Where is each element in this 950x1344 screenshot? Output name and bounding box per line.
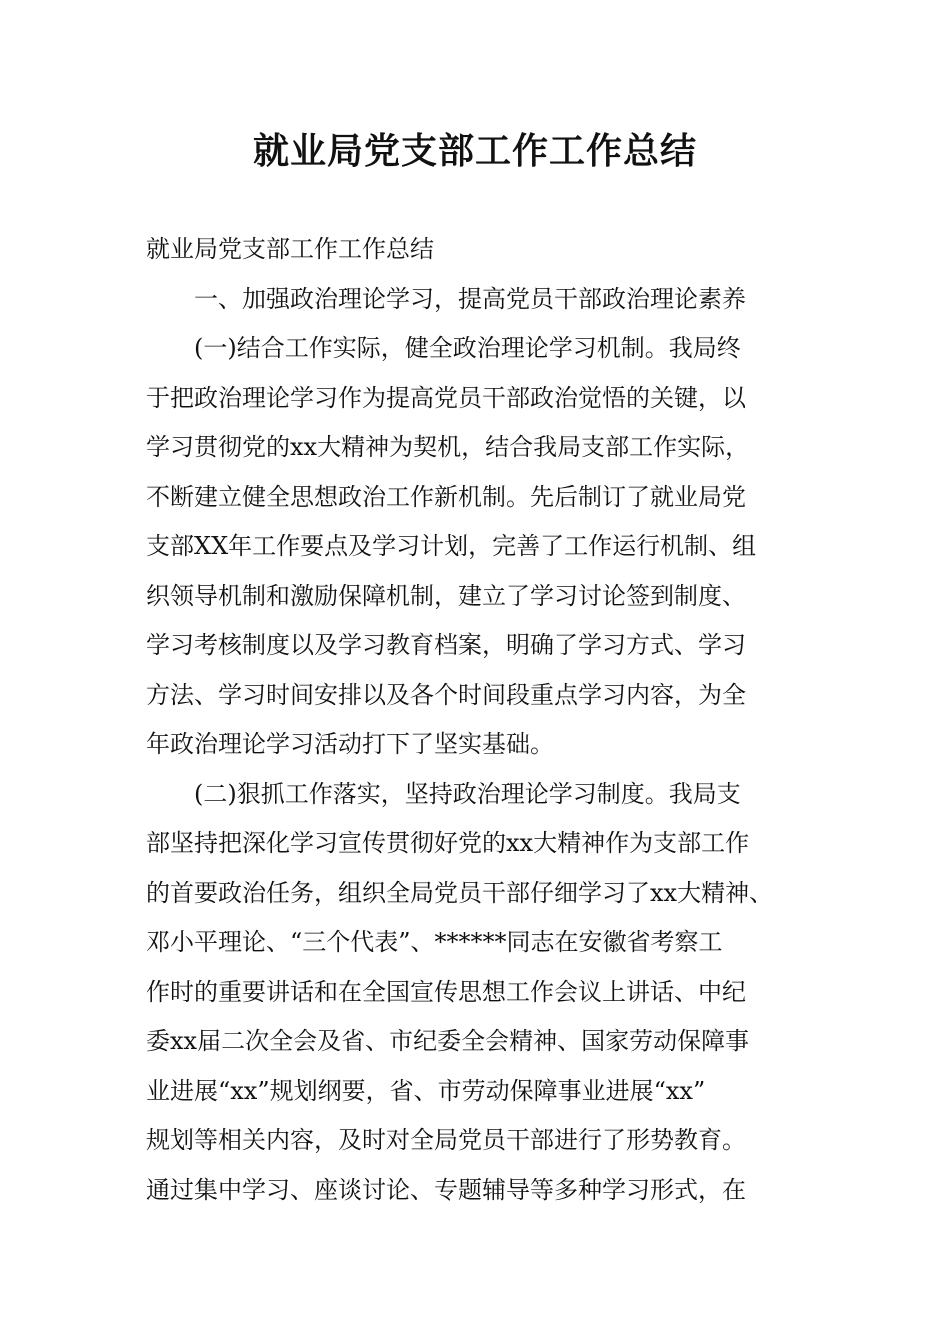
body-line: 的首要政治任务，组织全局党员干部仔细学习了xx大精神、	[146, 878, 774, 907]
body-line: 支部XX年工作要点及学习计划，完善了工作运行机制、组	[146, 532, 757, 560]
body-line: 年政治理论学习活动打下了坚实基础。	[146, 730, 554, 758]
body-line: 学习考核制度以及学习教育档案，明确了学习方式、学习	[146, 631, 746, 659]
body-line: 通过集中学习、座谈讨论、专题辅导等多种学习形式，在	[146, 1175, 746, 1204]
body-line-paragraph-1-start: (一)结合工作实际，健全政治理论学习机制。我局终	[194, 334, 741, 362]
document-body	[146, 225, 826, 1215]
body-line-paragraph-2-start: (二)狠抓工作落实，坚持政治理论学习制度。我局支	[194, 779, 741, 808]
document-title: 就业局党支部工作工作总结	[252, 131, 697, 172]
body-line: 规划等相关内容，及时对全局党员干部进行了形势教育。	[146, 1126, 746, 1154]
body-line: 织领导机制和激励保障机制，建立了学习讨论签到制度、	[146, 581, 746, 610]
body-line-section-heading: 一、加强政治理论学习，提高党员干部政治理论素养	[194, 284, 746, 313]
body-line: 部坚持把深化学习宣传贯彻好党的xx大精神作为支部工作	[146, 829, 750, 857]
body-line: 业进展“xx”规划纲要，省、市劳动保障事业进展“xx”	[146, 1076, 706, 1105]
body-line: 不断建立健全思想政治工作新机制。先后制订了就业局党	[146, 482, 746, 511]
body-line: 邓小平理论、“三个代表”、******同志在安徽省考察工	[146, 928, 723, 956]
body-line: 委xx届二次全会及省、市纪委全会精神、国家劳动保障事	[146, 1027, 750, 1055]
body-line: 于把政治理论学习作为提高党员干部政治觉悟的关键，以	[146, 383, 746, 412]
body-line: 作时的重要讲话和在全国宣传思想工作会议上讲话、中纪	[146, 977, 746, 1006]
body-line: 方法、学习时间安排以及各个时间段重点学习内容，为全	[146, 680, 746, 709]
body-line: 学习贯彻党的xx大精神为契机，结合我局支部工作实际，	[146, 433, 750, 461]
body-line-subtitle: 就业局党支部工作工作总结	[146, 235, 434, 263]
